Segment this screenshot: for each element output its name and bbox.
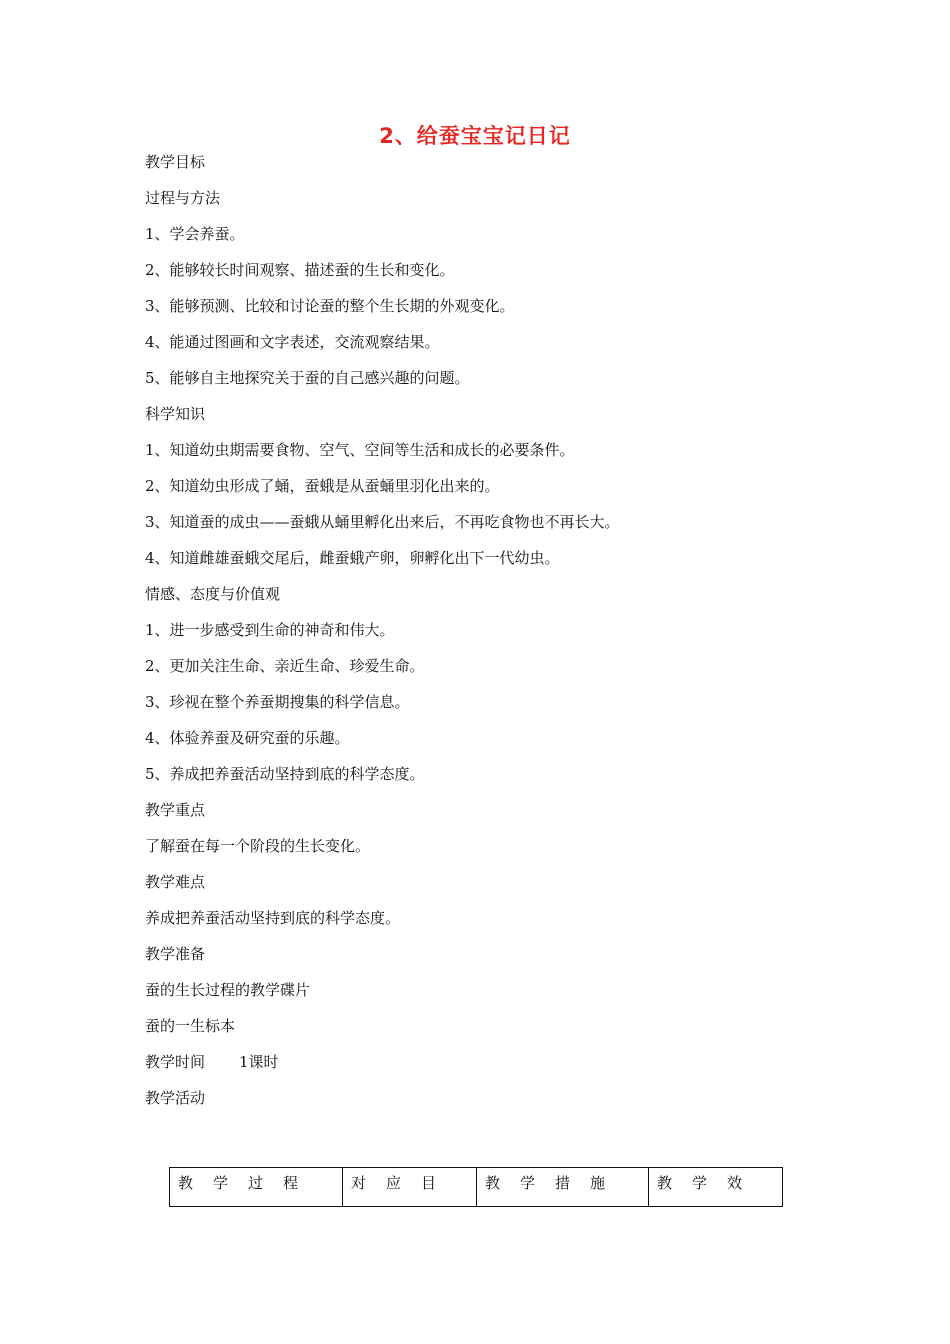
table-header-cell	[170, 1168, 343, 1207]
header-effect: 教学效	[657, 1174, 763, 1192]
subheading-science-knowledge: 科学知识	[145, 405, 206, 423]
difficulties-text: 养成把养蚕活动坚持到底的科学态度。	[145, 909, 401, 927]
list-item: 1、知道幼虫期需要食物、空气、空间等生活和成长的必要条件。	[145, 441, 575, 459]
list-item: 4、知道雌雄蚕蛾交尾后，雌蚕蛾产卵，卵孵化出下一代幼虫。	[145, 549, 560, 567]
list-item: 3、能够预测、比较和讨论蚕的整个生长期的外观变化。	[145, 297, 515, 315]
preparation-item: 蚕的生长过程的教学碟片	[145, 981, 311, 999]
table-row	[170, 1168, 783, 1207]
list-item: 4、体验养蚕及研究蚕的乐趣。	[145, 729, 350, 747]
subheading-process-method: 过程与方法	[145, 189, 221, 207]
heading-difficulties: 教学难点	[145, 873, 206, 891]
table-header-cell	[477, 1168, 649, 1207]
list-item: 3、珍视在整个养蚕期搜集的科学信息。	[145, 693, 410, 711]
teaching-time-value: 1课时	[239, 1053, 279, 1071]
table-header-cell	[343, 1168, 477, 1207]
list-item: 1、进一步感受到生命的神奇和伟大。	[145, 621, 395, 639]
list-item: 5、养成把养蚕活动坚持到底的科学态度。	[145, 765, 425, 783]
activity-table	[169, 1167, 782, 1207]
preparation-item: 蚕的一生标本	[145, 1017, 236, 1035]
heading-preparation: 教学准备	[145, 945, 206, 963]
header-target: 对应目	[351, 1174, 457, 1192]
header-process: 教学过程	[178, 1174, 319, 1192]
heading-teaching-goals: 教学目标	[145, 153, 206, 171]
document-title: 2、给蚕宝宝记日记	[379, 124, 571, 148]
list-item: 2、知道幼虫形成了蛹，蚕蛾是从蚕蛹里羽化出来的。	[145, 477, 500, 495]
teaching-time-row	[145, 1048, 825, 1084]
list-item: 5、能够自主地探究关于蚕的自己感兴趣的问题。	[145, 369, 470, 387]
teaching-time-label: 教学时间	[145, 1053, 206, 1071]
heading-activities: 教学活动	[145, 1089, 206, 1107]
document-body	[145, 148, 825, 1120]
list-item: 4、能通过图画和文字表述，交流观察结果。	[145, 333, 440, 351]
list-item: 2、更加关注生命、亲近生命、珍爱生命。	[145, 657, 425, 675]
list-item: 1、学会养蚕。	[145, 225, 245, 243]
table-header-cell	[649, 1168, 783, 1207]
heading-key-points: 教学重点	[145, 801, 206, 819]
list-item: 2、能够较长时间观察、描述蚕的生长和变化。	[145, 261, 455, 279]
key-points-text: 了解蚕在每一个阶段的生长变化。	[145, 837, 371, 855]
list-item: 3、知道蚕的成虫——蚕蛾从蛹里孵化出来后，不再吃食物也不再长大。	[145, 513, 620, 531]
header-measures: 教学措施	[485, 1174, 626, 1192]
subheading-emotion-attitude-values: 情感、态度与价值观	[145, 585, 281, 603]
